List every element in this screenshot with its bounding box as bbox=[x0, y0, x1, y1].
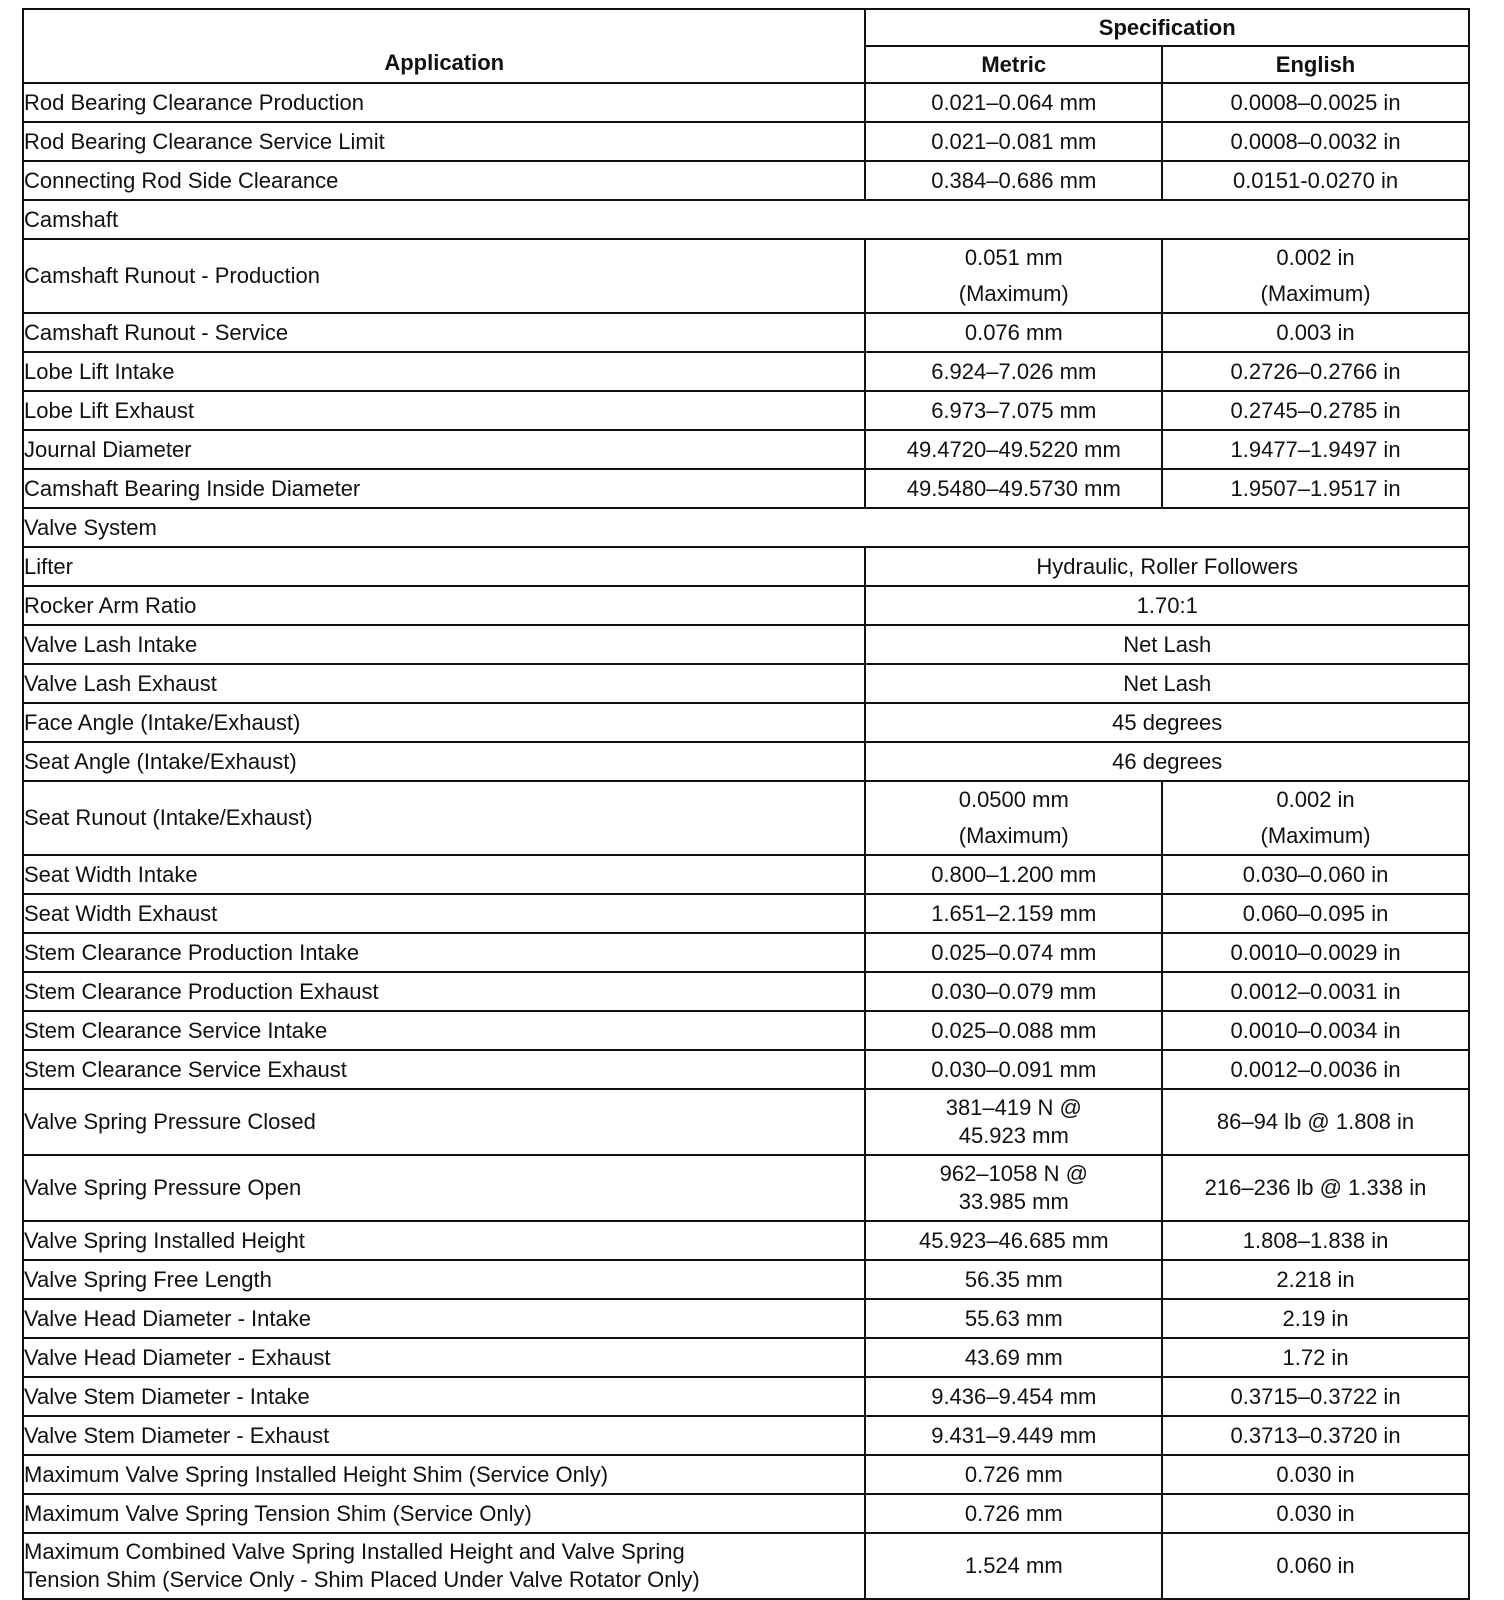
english-cell: 0.3715–0.3722 in bbox=[1162, 1377, 1469, 1416]
metric-cell: 6.973–7.075 mm bbox=[865, 391, 1162, 430]
table-row bbox=[23, 313, 1469, 352]
application-cell: Seat Width Exhaust bbox=[23, 894, 865, 933]
english-cell: 2.19 in bbox=[1162, 1299, 1469, 1338]
application-cell: Rod Bearing Clearance Production bbox=[23, 83, 865, 122]
spec-merged-cell: 1.70:1 bbox=[865, 586, 1469, 625]
metric-value-line2: 45.923 mm bbox=[958, 1123, 1069, 1148]
english-cell: 0.0151-0.0270 in bbox=[1162, 161, 1469, 200]
metric-cell: 9.431–9.449 mm bbox=[865, 1416, 1162, 1455]
metric-cell: 0.021–0.064 mm bbox=[865, 83, 1162, 122]
application-cell: Valve Lash Exhaust bbox=[23, 664, 865, 703]
english-cell: 0.003 in bbox=[1162, 313, 1469, 352]
table-row bbox=[23, 933, 1469, 972]
header-metric: Metric bbox=[865, 46, 1162, 83]
table-row bbox=[23, 469, 1469, 508]
english-cell: 0.030 in bbox=[1162, 1494, 1469, 1533]
application-cell: Stem Clearance Production Intake bbox=[23, 933, 865, 972]
table-row bbox=[23, 855, 1469, 894]
metric-value-line1: 381–419 N @ bbox=[945, 1095, 1082, 1120]
application-cell: Rocker Arm Ratio bbox=[23, 586, 865, 625]
application-line2: Tension Shim (Service Only - Shim Placed Under Valve Rotator Only) bbox=[24, 1567, 700, 1592]
english-cell: 0.0012–0.0031 in bbox=[1162, 972, 1469, 1011]
metric-cell: 0.021–0.081 mm bbox=[865, 122, 1162, 161]
metric-cell: 0.726 mm bbox=[865, 1455, 1162, 1494]
application-cell: Valve Stem Diameter - Exhaust bbox=[23, 1416, 865, 1455]
table-row bbox=[23, 161, 1469, 200]
table-row bbox=[23, 391, 1469, 430]
application-line1: Maximum Combined Valve Spring Installed Height and Valve Spring bbox=[24, 1539, 685, 1564]
group-row-camshaft bbox=[23, 200, 1469, 239]
english-cell: 1.9507–1.9517 in bbox=[1162, 469, 1469, 508]
english-cell: 0.0012–0.0036 in bbox=[1162, 1050, 1469, 1089]
table-row bbox=[23, 1494, 1469, 1533]
english-cell: 216–236 lb @ 1.338 in bbox=[1162, 1155, 1469, 1221]
spec-merged-cell: 45 degrees bbox=[865, 703, 1469, 742]
application-cell: Valve Spring Free Length bbox=[23, 1260, 865, 1299]
spec-table bbox=[22, 8, 1470, 1600]
english-cell: 86–94 lb @ 1.808 in bbox=[1162, 1089, 1469, 1155]
application-cell: Camshaft Runout - Service bbox=[23, 313, 865, 352]
english-cell: 2.218 in bbox=[1162, 1260, 1469, 1299]
application-cell: Seat Angle (Intake/Exhaust) bbox=[23, 742, 865, 781]
application-cell: Valve Spring Installed Height bbox=[23, 1221, 865, 1260]
spec-merged-cell: Net Lash bbox=[865, 625, 1469, 664]
table-row bbox=[23, 430, 1469, 469]
table-row bbox=[23, 1299, 1469, 1338]
table-row bbox=[23, 1089, 1469, 1155]
metric-cell: 0.384–0.686 mm bbox=[865, 161, 1162, 200]
table-row bbox=[23, 1416, 1469, 1455]
metric-cell bbox=[865, 1089, 1162, 1155]
application-cell: Lobe Lift Exhaust bbox=[23, 391, 865, 430]
group-label: Valve System bbox=[23, 508, 1469, 547]
table-row bbox=[23, 1260, 1469, 1299]
metric-cell: 49.5480–49.5730 mm bbox=[865, 469, 1162, 508]
application-cell: Valve Lash Intake bbox=[23, 625, 865, 664]
table-row bbox=[23, 625, 1469, 664]
table-row bbox=[23, 1377, 1469, 1416]
table-row bbox=[23, 1221, 1469, 1260]
metric-value: 0.0500 mm bbox=[958, 787, 1069, 812]
application-cell: Valve Head Diameter - Intake bbox=[23, 1299, 865, 1338]
table-row bbox=[23, 1455, 1469, 1494]
table-row bbox=[23, 781, 1469, 855]
english-note: (Maximum) bbox=[1260, 823, 1371, 848]
metric-note: (Maximum) bbox=[958, 823, 1069, 848]
english-cell bbox=[1162, 239, 1469, 313]
table-row bbox=[23, 1050, 1469, 1089]
application-cell: Lifter bbox=[23, 547, 865, 586]
metric-cell: 55.63 mm bbox=[865, 1299, 1162, 1338]
table-row bbox=[23, 1533, 1469, 1599]
table-row bbox=[23, 352, 1469, 391]
spec-merged-cell: Hydraulic, Roller Followers bbox=[865, 547, 1469, 586]
application-cell: Seat Width Intake bbox=[23, 855, 865, 894]
metric-cell bbox=[865, 1155, 1162, 1221]
application-cell: Maximum Valve Spring Installed Height Shim (Service Only) bbox=[23, 1455, 865, 1494]
header-application: Application bbox=[23, 9, 865, 83]
english-cell: 1.72 in bbox=[1162, 1338, 1469, 1377]
english-cell: 0.030–0.060 in bbox=[1162, 855, 1469, 894]
english-cell: 0.0008–0.0025 in bbox=[1162, 83, 1469, 122]
metric-cell bbox=[865, 239, 1162, 313]
header-english: English bbox=[1162, 46, 1469, 83]
metric-cell: 0.800–1.200 mm bbox=[865, 855, 1162, 894]
table-row bbox=[23, 1155, 1469, 1221]
english-value: 0.002 in bbox=[1276, 787, 1355, 812]
table-row bbox=[23, 664, 1469, 703]
table-row bbox=[23, 1011, 1469, 1050]
group-label: Camshaft bbox=[23, 200, 1469, 239]
application-cell: Valve Spring Pressure Open bbox=[23, 1155, 865, 1221]
metric-cell: 43.69 mm bbox=[865, 1338, 1162, 1377]
spec-merged-cell: 46 degrees bbox=[865, 742, 1469, 781]
metric-cell bbox=[865, 781, 1162, 855]
english-cell: 0.0010–0.0034 in bbox=[1162, 1011, 1469, 1050]
english-cell: 0.2745–0.2785 in bbox=[1162, 391, 1469, 430]
application-cell: Face Angle (Intake/Exhaust) bbox=[23, 703, 865, 742]
header-specification: Specification bbox=[865, 9, 1469, 46]
table-row bbox=[23, 586, 1469, 625]
english-cell: 0.0008–0.0032 in bbox=[1162, 122, 1469, 161]
metric-value: 0.051 mm bbox=[964, 245, 1063, 270]
metric-cell: 49.4720–49.5220 mm bbox=[865, 430, 1162, 469]
spec-merged-cell: Net Lash bbox=[865, 664, 1469, 703]
english-cell: 0.030 in bbox=[1162, 1455, 1469, 1494]
metric-value-line1: 962–1058 N @ bbox=[939, 1161, 1088, 1186]
metric-cell: 0.726 mm bbox=[865, 1494, 1162, 1533]
group-row-valve-system bbox=[23, 508, 1469, 547]
application-cell: Rod Bearing Clearance Service Limit bbox=[23, 122, 865, 161]
application-cell: Valve Spring Pressure Closed bbox=[23, 1089, 865, 1155]
application-cell: Valve Stem Diameter - Intake bbox=[23, 1377, 865, 1416]
english-cell: 0.060–0.095 in bbox=[1162, 894, 1469, 933]
english-cell bbox=[1162, 781, 1469, 855]
application-cell: Seat Runout (Intake/Exhaust) bbox=[23, 781, 865, 855]
english-cell: 0.2726–0.2766 in bbox=[1162, 352, 1469, 391]
metric-cell: 0.025–0.088 mm bbox=[865, 1011, 1162, 1050]
application-cell: Camshaft Bearing Inside Diameter bbox=[23, 469, 865, 508]
english-note: (Maximum) bbox=[1260, 281, 1371, 306]
table-row bbox=[23, 703, 1469, 742]
table-row bbox=[23, 742, 1469, 781]
metric-cell: 0.076 mm bbox=[865, 313, 1162, 352]
metric-cell: 45.923–46.685 mm bbox=[865, 1221, 1162, 1260]
metric-cell: 0.030–0.091 mm bbox=[865, 1050, 1162, 1089]
metric-cell: 56.35 mm bbox=[865, 1260, 1162, 1299]
application-cell: Lobe Lift Intake bbox=[23, 352, 865, 391]
application-cell: Camshaft Runout - Production bbox=[23, 239, 865, 313]
application-cell: Maximum Valve Spring Tension Shim (Service Only) bbox=[23, 1494, 865, 1533]
english-cell: 1.9477–1.9497 in bbox=[1162, 430, 1469, 469]
table-row bbox=[23, 122, 1469, 161]
metric-note: (Maximum) bbox=[958, 281, 1069, 306]
english-cell: 0.0010–0.0029 in bbox=[1162, 933, 1469, 972]
table-row bbox=[23, 1338, 1469, 1377]
metric-cell: 1.524 mm bbox=[865, 1533, 1162, 1599]
english-value: 0.002 in bbox=[1276, 245, 1355, 270]
application-cell: Journal Diameter bbox=[23, 430, 865, 469]
metric-cell: 6.924–7.026 mm bbox=[865, 352, 1162, 391]
english-cell: 0.060 in bbox=[1162, 1533, 1469, 1599]
metric-cell: 1.651–2.159 mm bbox=[865, 894, 1162, 933]
application-cell: Connecting Rod Side Clearance bbox=[23, 161, 865, 200]
table-row bbox=[23, 83, 1469, 122]
metric-value-line2: 33.985 mm bbox=[958, 1189, 1069, 1214]
application-cell: Stem Clearance Service Intake bbox=[23, 1011, 865, 1050]
table-row bbox=[23, 972, 1469, 1011]
table-row bbox=[23, 894, 1469, 933]
application-cell: Stem Clearance Production Exhaust bbox=[23, 972, 865, 1011]
application-cell bbox=[23, 1533, 865, 1599]
english-cell: 0.3713–0.3720 in bbox=[1162, 1416, 1469, 1455]
table-row bbox=[23, 239, 1469, 313]
metric-cell: 0.025–0.074 mm bbox=[865, 933, 1162, 972]
table-row bbox=[23, 547, 1469, 586]
application-cell: Valve Head Diameter - Exhaust bbox=[23, 1338, 865, 1377]
metric-cell: 0.030–0.079 mm bbox=[865, 972, 1162, 1011]
english-cell: 1.808–1.838 in bbox=[1162, 1221, 1469, 1260]
metric-cell: 9.436–9.454 mm bbox=[865, 1377, 1162, 1416]
application-cell: Stem Clearance Service Exhaust bbox=[23, 1050, 865, 1089]
